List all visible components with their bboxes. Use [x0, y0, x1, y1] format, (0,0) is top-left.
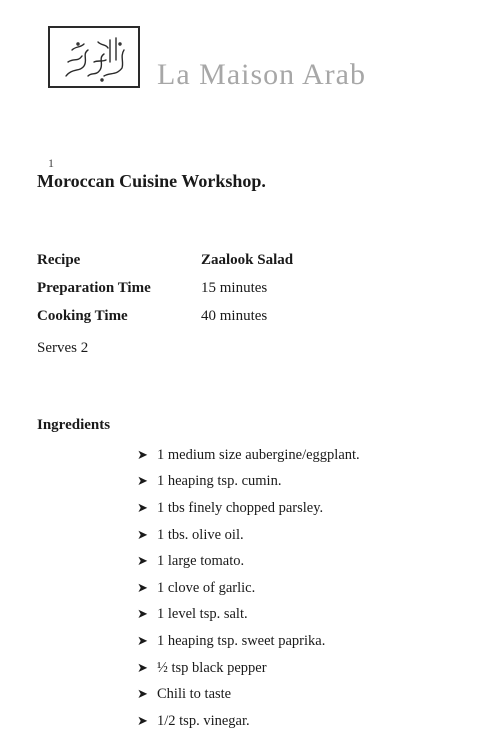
list-item — [137, 708, 360, 735]
arrow-bullet-icon: ➤ — [137, 607, 148, 623]
ingredient-text: 1 heaping tsp. cumin. — [157, 473, 282, 490]
ingredients-list — [137, 442, 360, 735]
info-value: Zaalook Salad — [201, 252, 294, 268]
list-item — [137, 442, 360, 469]
info-row-preparation-time — [37, 280, 267, 297]
list-item — [137, 469, 360, 496]
arrow-bullet-icon: ➤ — [137, 554, 148, 570]
arrow-bullet-icon: ➤ — [137, 687, 148, 703]
list-item — [137, 548, 360, 575]
arrow-bullet-icon: ➤ — [137, 447, 148, 463]
list-item — [137, 602, 360, 629]
list-item — [137, 681, 360, 708]
info-label: Preparation Time — [37, 280, 151, 296]
ingredient-text: Chili to taste — [157, 686, 232, 703]
ingredient-text: 1 level tsp. salt. — [157, 606, 248, 623]
ingredient-text: 1 large tomato. — [157, 553, 245, 570]
list-item — [137, 495, 360, 522]
info-label: Recipe — [37, 252, 81, 268]
list-item — [137, 575, 360, 602]
serves-text: Serves 2 — [37, 340, 89, 356]
list-item — [137, 628, 360, 655]
stray-mark: 1 — [48, 156, 54, 170]
info-value: 15 minutes — [201, 280, 268, 296]
arrow-bullet-icon: ➤ — [137, 527, 148, 543]
arrow-bullet-icon: ➤ — [137, 500, 148, 516]
ingredient-text: ½ tsp black pepper — [157, 659, 267, 676]
logo — [48, 26, 140, 88]
ingredient-text: 1 tbs. olive oil. — [157, 526, 244, 543]
ingredients-heading: Ingredients — [37, 417, 111, 433]
ingredient-text: 1 clove of garlic. — [157, 579, 256, 596]
list-item — [137, 655, 360, 682]
list-item — [137, 522, 360, 549]
arrow-bullet-icon: ➤ — [137, 580, 148, 596]
ingredient-text: 1/2 tsp. vinegar. — [157, 712, 250, 729]
page-title: Moroccan Cuisine Workshop. — [37, 171, 266, 191]
arrow-bullet-icon: ➤ — [137, 713, 148, 729]
arrow-bullet-icon: ➤ — [137, 660, 148, 676]
ingredient-text: 1 medium size aubergine/eggplant. — [157, 446, 360, 463]
info-row-recipe — [37, 252, 293, 269]
arabic-calligraphy-logo-icon — [58, 32, 132, 84]
info-label: Cooking Time — [37, 308, 128, 324]
ingredient-text: 1 heaping tsp. sweet paprika. — [157, 632, 326, 649]
info-value: 40 minutes — [201, 308, 268, 324]
arrow-bullet-icon: ➤ — [137, 474, 148, 490]
ingredient-text: 1 tbs finely chopped parsley. — [157, 499, 324, 516]
info-row-cooking-time — [37, 308, 267, 325]
arrow-bullet-icon: ➤ — [137, 633, 148, 649]
brand-name: La Maison Arab — [157, 58, 366, 91]
